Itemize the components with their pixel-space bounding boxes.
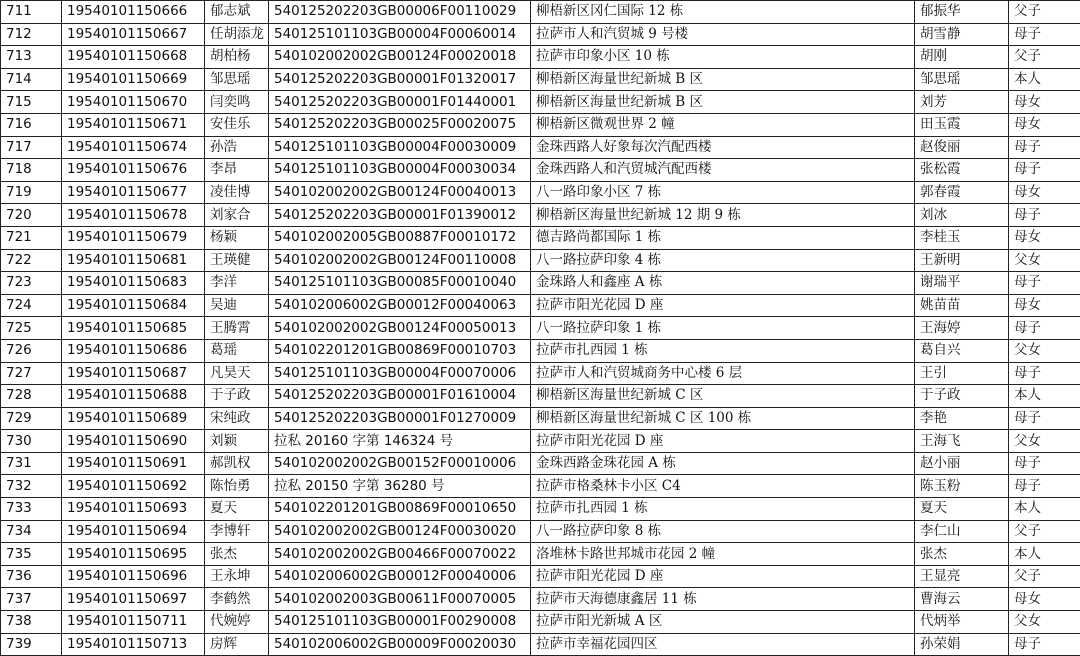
property-cert-cell: 540125202203GB00001F01440001 bbox=[269, 91, 531, 114]
property-cert-cell: 540102002003GB00611F00070005 bbox=[269, 588, 531, 611]
row-number-cell: 715 bbox=[1, 91, 62, 114]
property-cert-cell: 540125202203GB00006F00110029 bbox=[269, 1, 531, 24]
row-number-cell: 714 bbox=[1, 68, 62, 91]
name-cell: 王瑛健 bbox=[205, 249, 269, 272]
table-row bbox=[1, 543, 1080, 566]
name-cell: 代婉婷 bbox=[205, 611, 269, 634]
address-cell: 柳梧新区微观世界 2 幢 bbox=[531, 113, 915, 136]
student-id-cell: 19540101150687 bbox=[62, 362, 205, 385]
address-cell: 拉萨市扎西园 1 栋 bbox=[531, 498, 915, 521]
name-cell: 吴迪 bbox=[205, 294, 269, 317]
owner-cell: 王新明 bbox=[915, 249, 1009, 272]
address-cell: 金珠西路人好象每次汽配西楼 bbox=[531, 136, 915, 159]
property-cert-cell: 540102002002GB00124F00040013 bbox=[269, 181, 531, 204]
owner-cell: 王显亮 bbox=[915, 565, 1009, 588]
row-number-cell: 727 bbox=[1, 362, 62, 385]
name-cell: 张杰 bbox=[205, 543, 269, 566]
student-id-cell: 19540101150691 bbox=[62, 452, 205, 475]
student-id-cell: 19540101150686 bbox=[62, 339, 205, 362]
row-number-cell: 711 bbox=[1, 1, 62, 24]
table-row bbox=[1, 272, 1080, 295]
relation-cell: 母子 bbox=[1009, 407, 1080, 430]
relation-cell: 父女 bbox=[1009, 611, 1080, 634]
relation-cell: 母子 bbox=[1009, 452, 1080, 475]
table-row bbox=[1, 385, 1080, 408]
relation-cell: 父子 bbox=[1009, 565, 1080, 588]
property-cert-cell: 540125202203GB00001F01270009 bbox=[269, 407, 531, 430]
name-cell: 安佳乐 bbox=[205, 113, 269, 136]
property-cert-cell: 拉私 20160 字第 146324 号 bbox=[269, 430, 531, 453]
property-cert-cell: 540102002005GB00887F00010172 bbox=[269, 226, 531, 249]
owner-cell: 赵小丽 bbox=[915, 452, 1009, 475]
address-cell: 拉萨市人和汽贸城商务中心楼 6 层 bbox=[531, 362, 915, 385]
relation-cell: 母子 bbox=[1009, 204, 1080, 227]
owner-cell: 张松霞 bbox=[915, 159, 1009, 182]
property-cert-cell: 540102002002GB00466F00070022 bbox=[269, 543, 531, 566]
owner-cell: 胡雪静 bbox=[915, 23, 1009, 46]
table-row bbox=[1, 91, 1080, 114]
relation-cell: 父子 bbox=[1009, 46, 1080, 69]
address-cell: 拉萨市扎西园 1 栋 bbox=[531, 339, 915, 362]
student-id-cell: 19540101150679 bbox=[62, 226, 205, 249]
table-row bbox=[1, 588, 1080, 611]
name-cell: 李洋 bbox=[205, 272, 269, 295]
name-cell: 于子政 bbox=[205, 385, 269, 408]
owner-cell: 谢瑞平 bbox=[915, 272, 1009, 295]
owner-cell: 李仁山 bbox=[915, 520, 1009, 543]
owner-cell: 于子政 bbox=[915, 385, 1009, 408]
row-number-cell: 712 bbox=[1, 23, 62, 46]
owner-cell: 陈玉粉 bbox=[915, 475, 1009, 498]
name-cell: 邹思瑶 bbox=[205, 68, 269, 91]
relation-cell: 母女 bbox=[1009, 226, 1080, 249]
address-cell: 拉萨市印象小区 10 栋 bbox=[531, 46, 915, 69]
table-row bbox=[1, 159, 1080, 182]
relation-cell: 母女 bbox=[1009, 294, 1080, 317]
row-number-cell: 722 bbox=[1, 249, 62, 272]
owner-cell: 田玉霞 bbox=[915, 113, 1009, 136]
student-id-cell: 19540101150692 bbox=[62, 475, 205, 498]
name-cell: 李昂 bbox=[205, 159, 269, 182]
relation-cell: 母女 bbox=[1009, 588, 1080, 611]
property-cert-cell: 540102006002GB00009F00020030 bbox=[269, 633, 531, 656]
property-cert-cell: 拉私 20150 字第 36280 号 bbox=[269, 475, 531, 498]
name-cell: 郝凯权 bbox=[205, 452, 269, 475]
row-number-cell: 728 bbox=[1, 385, 62, 408]
owner-cell: 夏天 bbox=[915, 498, 1009, 521]
property-cert-cell: 540102002002GB00124F00050013 bbox=[269, 317, 531, 340]
student-id-cell: 19540101150684 bbox=[62, 294, 205, 317]
table-row bbox=[1, 23, 1080, 46]
owner-cell: 郁振华 bbox=[915, 1, 1009, 24]
relation-cell: 母子 bbox=[1009, 475, 1080, 498]
property-cert-cell: 540125101103GB00085F00010040 bbox=[269, 272, 531, 295]
student-id-cell: 19540101150666 bbox=[62, 1, 205, 24]
owner-cell: 葛自兴 bbox=[915, 339, 1009, 362]
owner-cell: 刘冰 bbox=[915, 204, 1009, 227]
row-number-cell: 738 bbox=[1, 611, 62, 634]
owner-cell: 邹思瑶 bbox=[915, 68, 1009, 91]
name-cell: 孙浩 bbox=[205, 136, 269, 159]
student-id-cell: 19540101150694 bbox=[62, 520, 205, 543]
relation-cell: 父子 bbox=[1009, 520, 1080, 543]
table-row bbox=[1, 407, 1080, 430]
property-cert-cell: 540102006002GB00012F00040006 bbox=[269, 565, 531, 588]
name-cell: 胡柏杨 bbox=[205, 46, 269, 69]
student-id-cell: 19540101150713 bbox=[62, 633, 205, 656]
student-id-cell: 19540101150695 bbox=[62, 543, 205, 566]
name-cell: 任胡添龙 bbox=[205, 23, 269, 46]
table-row bbox=[1, 1, 1080, 24]
owner-cell: 赵俊丽 bbox=[915, 136, 1009, 159]
name-cell: 杨颖 bbox=[205, 226, 269, 249]
table-row bbox=[1, 498, 1080, 521]
address-cell: 金珠西路人和汽贸城汽配西楼 bbox=[531, 159, 915, 182]
row-number-cell: 730 bbox=[1, 430, 62, 453]
address-cell: 拉萨市格桑林卡小区 C4 bbox=[531, 475, 915, 498]
property-cert-cell: 540125101103GB00001F00290008 bbox=[269, 611, 531, 634]
relation-cell: 母子 bbox=[1009, 362, 1080, 385]
relation-cell: 母女 bbox=[1009, 91, 1080, 114]
student-id-cell: 19540101150678 bbox=[62, 204, 205, 227]
owner-cell: 曹海云 bbox=[915, 588, 1009, 611]
property-cert-cell: 540125101103GB00004F00060014 bbox=[269, 23, 531, 46]
row-number-cell: 721 bbox=[1, 226, 62, 249]
name-cell: 李博轩 bbox=[205, 520, 269, 543]
property-cert-cell: 540102002002GB00124F00030020 bbox=[269, 520, 531, 543]
property-cert-cell: 540102002002GB00124F00020018 bbox=[269, 46, 531, 69]
owner-cell: 代炳举 bbox=[915, 611, 1009, 634]
registry-table-body bbox=[1, 1, 1080, 656]
relation-cell: 母子 bbox=[1009, 633, 1080, 656]
row-number-cell: 734 bbox=[1, 520, 62, 543]
name-cell: 李鹤然 bbox=[205, 588, 269, 611]
address-cell: 拉萨市阳光新城 A 区 bbox=[531, 611, 915, 634]
name-cell: 王永坤 bbox=[205, 565, 269, 588]
address-cell: 拉萨市阳光花园 D 座 bbox=[531, 565, 915, 588]
address-cell: 柳梧新区海量世纪新城 12 期 9 栋 bbox=[531, 204, 915, 227]
row-number-cell: 723 bbox=[1, 272, 62, 295]
address-cell: 柳梧新区海量世纪新城 B 区 bbox=[531, 68, 915, 91]
row-number-cell: 719 bbox=[1, 181, 62, 204]
relation-cell: 父女 bbox=[1009, 339, 1080, 362]
row-number-cell: 729 bbox=[1, 407, 62, 430]
name-cell: 刘颖 bbox=[205, 430, 269, 453]
name-cell: 陈怡勇 bbox=[205, 475, 269, 498]
row-number-cell: 718 bbox=[1, 159, 62, 182]
name-cell: 葛瑶 bbox=[205, 339, 269, 362]
address-cell: 八一路拉萨印象 8 栋 bbox=[531, 520, 915, 543]
table-row bbox=[1, 68, 1080, 91]
name-cell: 凡昊天 bbox=[205, 362, 269, 385]
student-id-cell: 19540101150676 bbox=[62, 159, 205, 182]
student-id-cell: 19540101150677 bbox=[62, 181, 205, 204]
address-cell: 柳梧新区海量世纪新城 C 区 100 栋 bbox=[531, 407, 915, 430]
student-id-cell: 19540101150696 bbox=[62, 565, 205, 588]
name-cell: 宋纯政 bbox=[205, 407, 269, 430]
student-id-cell: 19540101150674 bbox=[62, 136, 205, 159]
relation-cell: 父子 bbox=[1009, 1, 1080, 24]
student-id-cell: 19540101150693 bbox=[62, 498, 205, 521]
relation-cell: 母子 bbox=[1009, 23, 1080, 46]
address-cell: 柳梧新区海量世纪新城 C 区 bbox=[531, 385, 915, 408]
student-id-cell: 19540101150670 bbox=[62, 91, 205, 114]
address-cell: 拉萨市阳光花园 D 座 bbox=[531, 294, 915, 317]
address-cell: 金珠路人和鑫座 A 栋 bbox=[531, 272, 915, 295]
student-id-cell: 19540101150689 bbox=[62, 407, 205, 430]
address-cell: 八一路拉萨印象 4 栋 bbox=[531, 249, 915, 272]
property-cert-cell: 540102201201GB00869F00010650 bbox=[269, 498, 531, 521]
table-row bbox=[1, 226, 1080, 249]
owner-cell: 胡刚 bbox=[915, 46, 1009, 69]
row-number-cell: 726 bbox=[1, 339, 62, 362]
row-number-cell: 736 bbox=[1, 565, 62, 588]
owner-cell: 李艳 bbox=[915, 407, 1009, 430]
address-cell: 八一路印象小区 7 栋 bbox=[531, 181, 915, 204]
address-cell: 八一路拉萨印象 1 栋 bbox=[531, 317, 915, 340]
relation-cell: 母女 bbox=[1009, 113, 1080, 136]
student-id-cell: 19540101150671 bbox=[62, 113, 205, 136]
property-cert-cell: 540125202203GB00001F01390012 bbox=[269, 204, 531, 227]
name-cell: 王腾霄 bbox=[205, 317, 269, 340]
name-cell: 房辉 bbox=[205, 633, 269, 656]
row-number-cell: 737 bbox=[1, 588, 62, 611]
owner-cell: 孙荣娟 bbox=[915, 633, 1009, 656]
student-id-cell: 19540101150669 bbox=[62, 68, 205, 91]
row-number-cell: 717 bbox=[1, 136, 62, 159]
name-cell: 刘家合 bbox=[205, 204, 269, 227]
name-cell: 夏天 bbox=[205, 498, 269, 521]
property-cert-cell: 540102002002GB00152F00010006 bbox=[269, 452, 531, 475]
row-number-cell: 739 bbox=[1, 633, 62, 656]
property-cert-cell: 540125202203GB00001F01320017 bbox=[269, 68, 531, 91]
relation-cell: 母子 bbox=[1009, 159, 1080, 182]
property-cert-cell: 540102201201GB00869F00010703 bbox=[269, 339, 531, 362]
table-row bbox=[1, 565, 1080, 588]
owner-cell: 姚苗苗 bbox=[915, 294, 1009, 317]
row-number-cell: 724 bbox=[1, 294, 62, 317]
student-id-cell: 19540101150688 bbox=[62, 385, 205, 408]
name-cell: 闫奕鸣 bbox=[205, 91, 269, 114]
property-cert-cell: 540125202203GB00001F01610004 bbox=[269, 385, 531, 408]
table-row bbox=[1, 46, 1080, 69]
address-cell: 拉萨市阳光花园 D 座 bbox=[531, 430, 915, 453]
student-id-cell: 19540101150681 bbox=[62, 249, 205, 272]
owner-cell: 王海飞 bbox=[915, 430, 1009, 453]
property-cert-cell: 540125101103GB00004F00070006 bbox=[269, 362, 531, 385]
property-cert-cell: 540125202203GB00025F00020075 bbox=[269, 113, 531, 136]
table-row bbox=[1, 249, 1080, 272]
table-row bbox=[1, 181, 1080, 204]
row-number-cell: 733 bbox=[1, 498, 62, 521]
owner-cell: 王海婷 bbox=[915, 317, 1009, 340]
relation-cell: 母子 bbox=[1009, 136, 1080, 159]
table-row bbox=[1, 430, 1080, 453]
name-cell: 郁志斌 bbox=[205, 1, 269, 24]
table-row bbox=[1, 475, 1080, 498]
address-cell: 拉萨市幸福花园四区 bbox=[531, 633, 915, 656]
address-cell: 拉萨市人和汽贸城 9 号楼 bbox=[531, 23, 915, 46]
table-row bbox=[1, 362, 1080, 385]
address-cell: 金珠西路金珠花园 A 栋 bbox=[531, 452, 915, 475]
owner-cell: 王引 bbox=[915, 362, 1009, 385]
relation-cell: 父女 bbox=[1009, 430, 1080, 453]
name-cell: 凌佳博 bbox=[205, 181, 269, 204]
relation-cell: 本人 bbox=[1009, 68, 1080, 91]
relation-cell: 母子 bbox=[1009, 272, 1080, 295]
row-number-cell: 713 bbox=[1, 46, 62, 69]
relation-cell: 父女 bbox=[1009, 249, 1080, 272]
student-id-cell: 19540101150683 bbox=[62, 272, 205, 295]
student-id-cell: 19540101150690 bbox=[62, 430, 205, 453]
property-cert-cell: 540102006002GB00012F00040063 bbox=[269, 294, 531, 317]
relation-cell: 本人 bbox=[1009, 543, 1080, 566]
address-cell: 拉萨市天海德康鑫居 11 栋 bbox=[531, 588, 915, 611]
row-number-cell: 725 bbox=[1, 317, 62, 340]
row-number-cell: 735 bbox=[1, 543, 62, 566]
owner-cell: 刘芳 bbox=[915, 91, 1009, 114]
relation-cell: 本人 bbox=[1009, 385, 1080, 408]
row-number-cell: 732 bbox=[1, 475, 62, 498]
row-number-cell: 716 bbox=[1, 113, 62, 136]
table-row bbox=[1, 339, 1080, 362]
table-row bbox=[1, 633, 1080, 656]
address-cell: 洛堆林卡路世邦城市花园 2 幢 bbox=[531, 543, 915, 566]
student-id-cell: 19540101150685 bbox=[62, 317, 205, 340]
address-cell: 柳梧新区海量世纪新城 B 区 bbox=[531, 91, 915, 114]
relation-cell: 母女 bbox=[1009, 181, 1080, 204]
property-cert-cell: 540125101103GB00004F00030009 bbox=[269, 136, 531, 159]
table-row bbox=[1, 452, 1080, 475]
table-row bbox=[1, 294, 1080, 317]
address-cell: 柳梧新区冈仁国际 12 栋 bbox=[531, 1, 915, 24]
table-row bbox=[1, 520, 1080, 543]
owner-cell: 李桂玉 bbox=[915, 226, 1009, 249]
student-id-cell: 19540101150697 bbox=[62, 588, 205, 611]
table-row bbox=[1, 204, 1080, 227]
relation-cell: 本人 bbox=[1009, 498, 1080, 521]
address-cell: 德吉路尚都国际 1 栋 bbox=[531, 226, 915, 249]
table-row bbox=[1, 317, 1080, 340]
student-id-cell: 19540101150667 bbox=[62, 23, 205, 46]
row-number-cell: 720 bbox=[1, 204, 62, 227]
student-id-cell: 19540101150668 bbox=[62, 46, 205, 69]
relation-cell: 母子 bbox=[1009, 317, 1080, 340]
table-row bbox=[1, 611, 1080, 634]
property-cert-cell: 540102002002GB00124F00110008 bbox=[269, 249, 531, 272]
table-row bbox=[1, 113, 1080, 136]
owner-cell: 郭春霞 bbox=[915, 181, 1009, 204]
row-number-cell: 731 bbox=[1, 452, 62, 475]
table-row bbox=[1, 136, 1080, 159]
student-id-cell: 19540101150711 bbox=[62, 611, 205, 634]
owner-cell: 张杰 bbox=[915, 543, 1009, 566]
property-cert-cell: 540125101103GB00004F00030034 bbox=[269, 159, 531, 182]
